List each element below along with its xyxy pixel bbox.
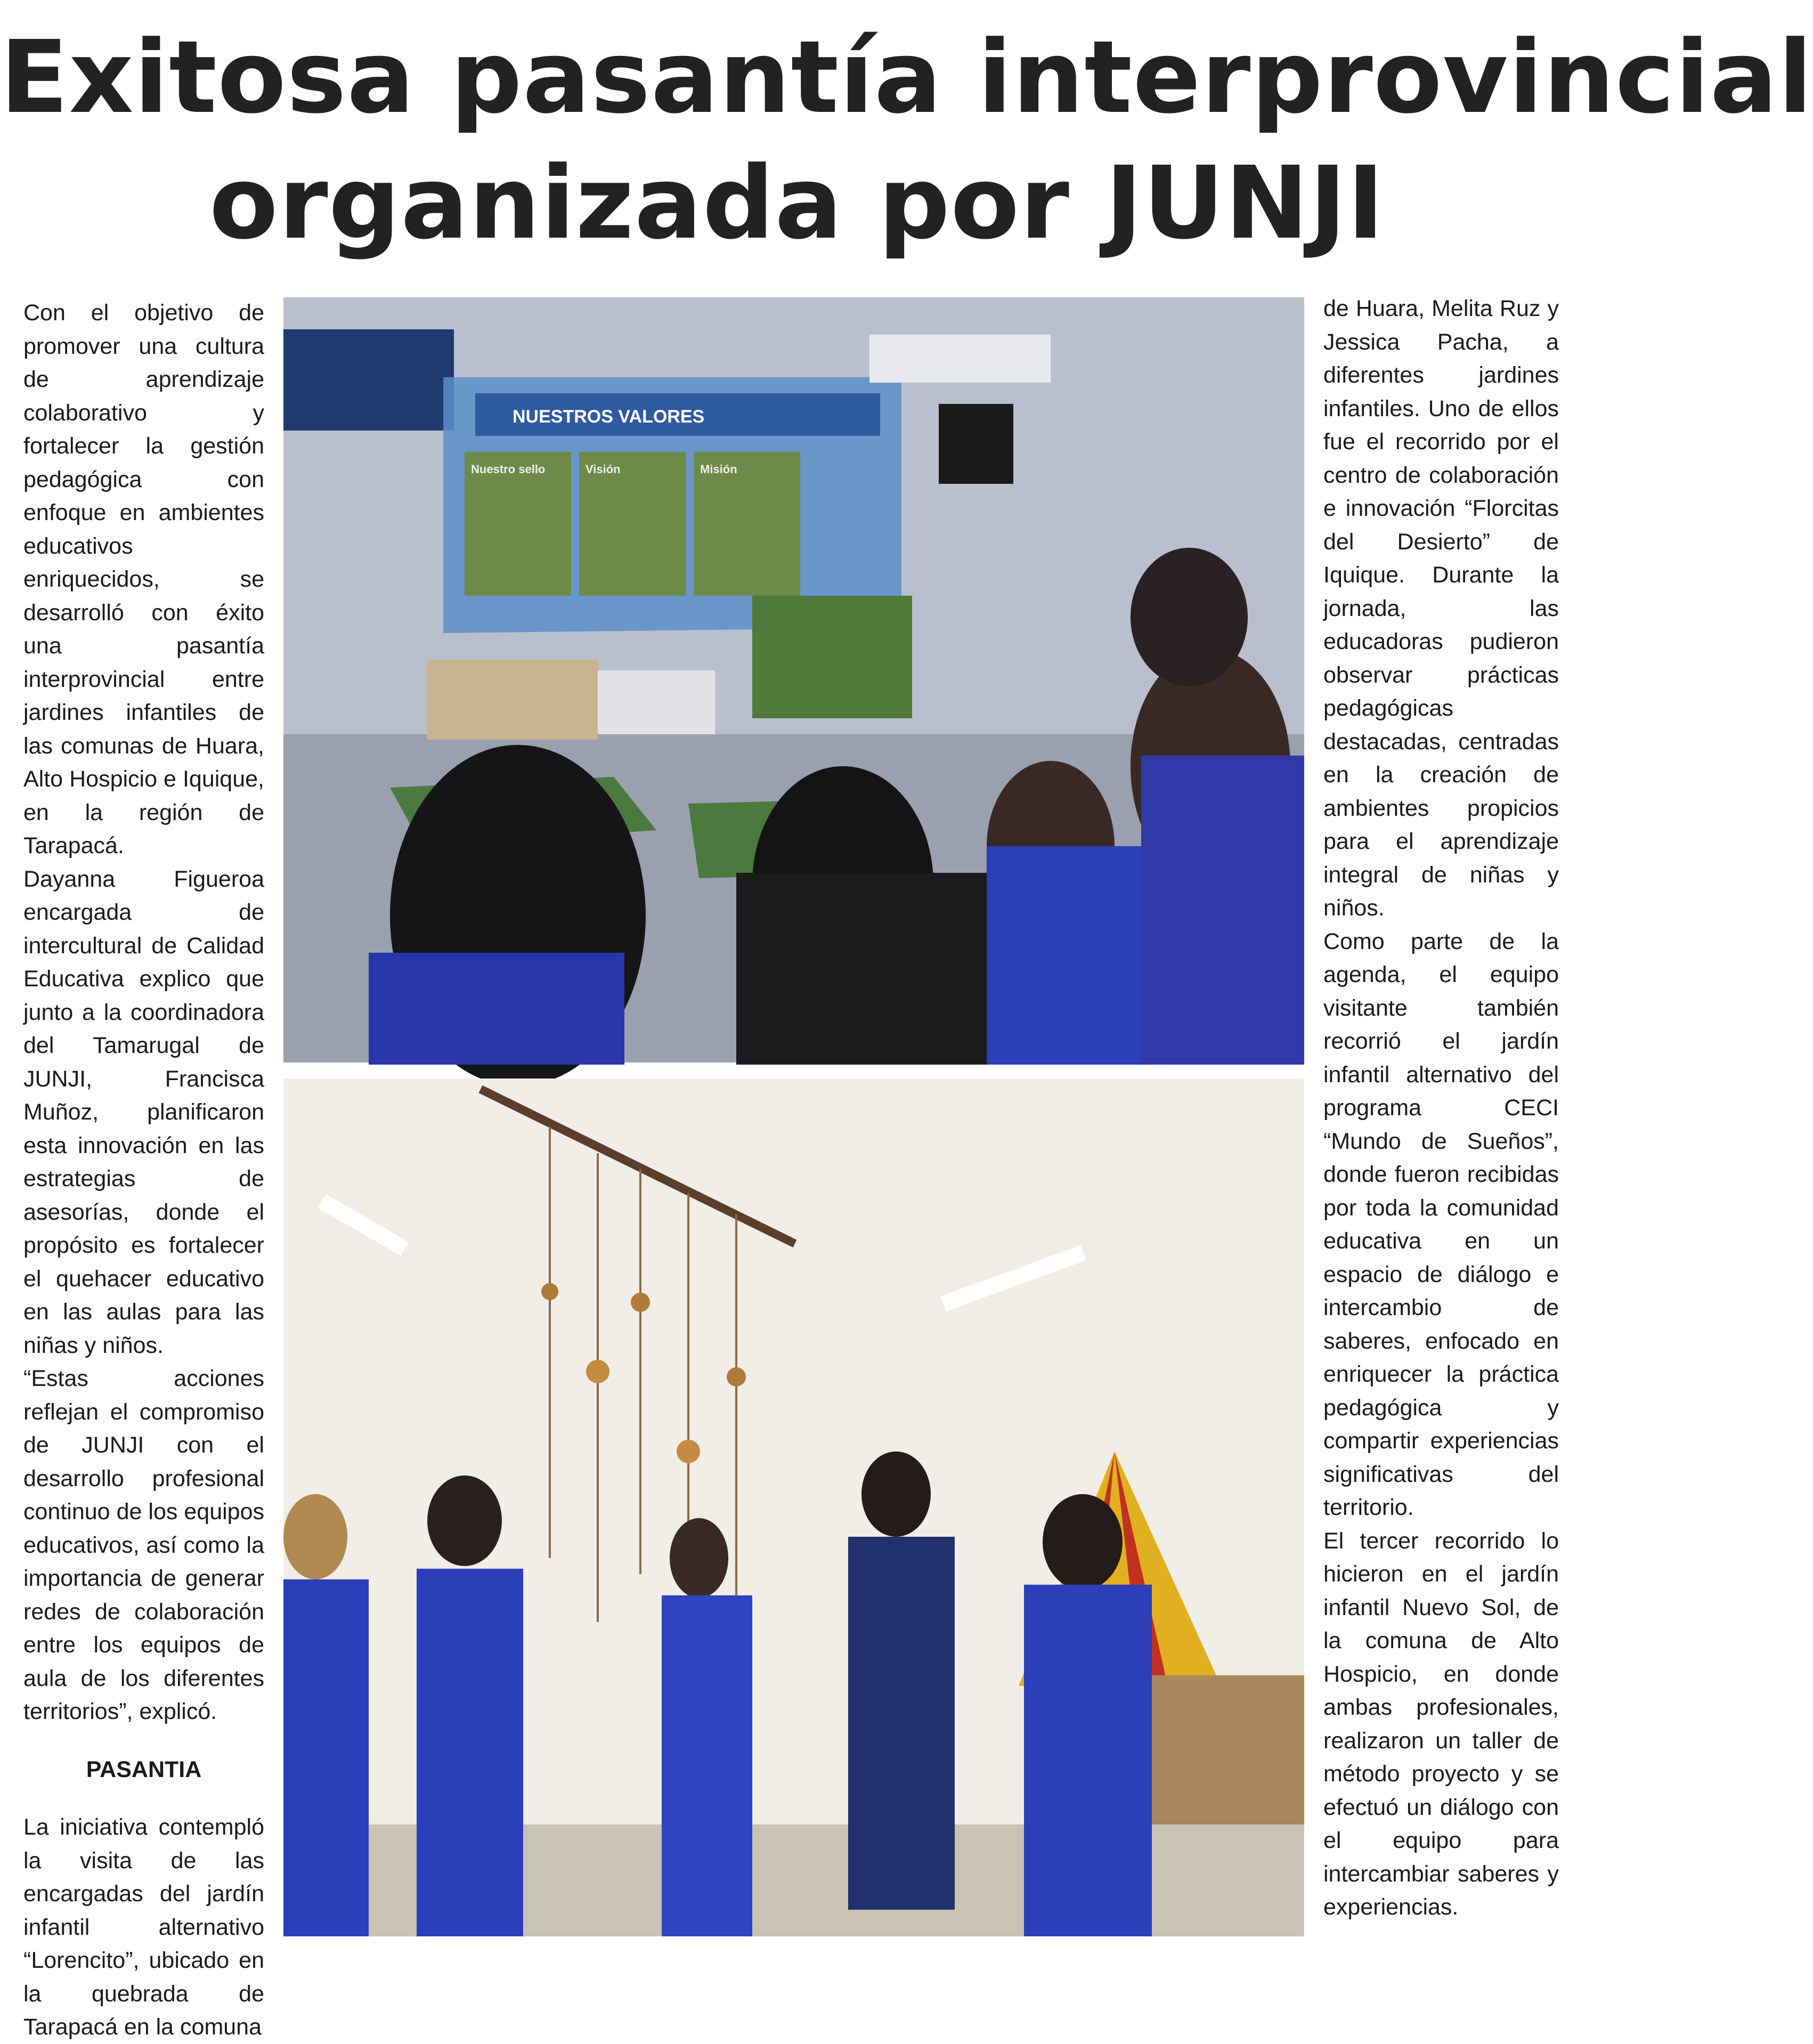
headline-line-1: Exitosa pasantía interprovincial: [0, 19, 1813, 136]
paragraph: de Huara, Melita Ruz y Jessica Pacha, a diferentes jardines infantiles. Uno de ellos fue el recorrido por el centro de colaboración e innovación “Florcitas del Desierto” de Iquique. Durante la jornada, las educadoras pudieron observar prácticas pedagógicas destacadas, centradas en la creación de ambientes propicios para el aprendizaje integral de niñas y niños.: [1323, 296, 1559, 921]
paragraph: “Estas acciones reflejan el compromiso de JUNJI con el desarrollo profesional continuo de los equipos educativos, así como la importancia de generar redes de colaboración entre los equipos de aula de los diferentes territorios”, explicó.: [23, 1366, 264, 1724]
article-headline: [0, 15, 1813, 266]
paragraph: Dayanna Figueroa encargada de intercultural de Calidad Educativa explico que junto a la coordinadora del Tamarugal de JUNJI, Francisca Muñoz, planificaron esta innovación en las estrategias de asesorías, donde el propósito es fortalecer el quehacer educativo en las aulas para las niñas y niños.: [23, 866, 264, 1358]
paragraph: Con el objetivo de promover una cultura de aprendizaje colaborativo y fortalecer la gestión pedagógica con enfoque en ambientes educativos enriquecidos, se desarrolló con éxito una pasantía interprovincial entre jardines infantiles de las comunas de Huara, Alto Hospicio e Iquique, en la región de Tarapacá.: [23, 300, 264, 858]
slide-card-label: Nuestro sello: [471, 463, 546, 476]
slide-title: NUESTROS VALORES: [513, 407, 705, 427]
paragraph: La iniciativa contempló la visita de las encargadas del jardín infantil alternativo “Lorencito”, ubicado en la quebrada de Tarapacá en la comuna: [23, 1814, 264, 2040]
paragraph: El tercer recorrido lo hicieron en el jardín infantil Nuevo Sol, de la comuna de Alto Hospicio, en donde ambas profesionales, realizaron un taller de método proyecto y se efectuó un diálogo con el equipo para intercambiar saberes y experiencias.: [1323, 1528, 1559, 1920]
section-subhead: PASANTIA: [86, 1756, 202, 1782]
classroom-educators-photo: [283, 1078, 1304, 1936]
left-column: [23, 296, 264, 2044]
slide-card-label: Visión: [586, 463, 621, 476]
headline-line-2: organizada por JUNJI: [209, 145, 1385, 262]
right-column: [1323, 292, 1559, 1924]
classroom-presentation-photo: [283, 297, 1304, 1062]
paragraph: Como parte de la agenda, el equipo visitante también recorrió el jardín infantil alternativo del programa CECI “Mundo de Sueños”, donde fueron recibidas por toda la comunidad educativa en un espacio de diálogo e intercambio de saberes, enfocado en enriquecer la práctica pedagógica y compartir experiencias significativas del territorio.: [1323, 928, 1559, 1520]
slide-card-label: Misión: [700, 463, 737, 476]
